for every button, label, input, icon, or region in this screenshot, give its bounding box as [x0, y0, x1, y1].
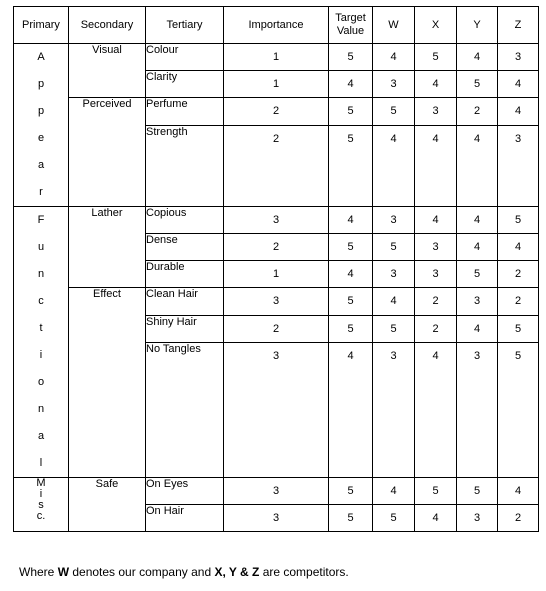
target-cell: 5 [329, 98, 373, 126]
primary-letter: l [39, 457, 43, 469]
tertiary-cell: On Eyes [146, 478, 224, 505]
primary-letter: s [38, 499, 44, 511]
w-cell: 4 [373, 478, 415, 505]
x-cell: 5 [415, 44, 457, 71]
tertiary-cell: Strength [146, 125, 224, 207]
table-row [14, 288, 539, 316]
primary-letter: o [37, 376, 45, 388]
importance-cell: 3 [224, 505, 329, 532]
primary-misc [14, 478, 69, 532]
target-cell: 5 [329, 315, 373, 342]
primary-letter: i [39, 488, 43, 500]
x-cell: 4 [415, 342, 457, 478]
header-target-value [329, 7, 373, 44]
secondary-safe: Safe [69, 478, 146, 532]
header-secondary: Secondary [69, 7, 146, 44]
tertiary-cell: On Hair [146, 505, 224, 532]
y-cell: 3 [457, 288, 498, 316]
w-cell: 4 [373, 288, 415, 316]
x-cell: 2 [415, 288, 457, 316]
target-cell: 5 [329, 288, 373, 316]
table-row [14, 44, 539, 71]
primary-letter: p [37, 105, 45, 117]
header-w: W [373, 7, 415, 44]
header-target-line2: Value [336, 25, 365, 37]
primary-letter: p [37, 78, 45, 90]
table-row [14, 98, 539, 126]
w-cell: 3 [373, 342, 415, 478]
importance-cell: 3 [224, 288, 329, 316]
w-cell: 3 [373, 207, 415, 234]
primary-letter: n [37, 268, 45, 280]
primary-letter: i [39, 349, 43, 361]
x-cell: 4 [415, 125, 457, 207]
target-cell: 5 [329, 44, 373, 71]
target-cell: 5 [329, 505, 373, 532]
w-cell: 5 [373, 234, 415, 261]
tertiary-cell: No Tangles [146, 342, 224, 478]
x-cell: 3 [415, 261, 457, 288]
importance-cell: 1 [224, 261, 329, 288]
primary-letter: e [37, 132, 45, 144]
primary-letter: u [37, 241, 45, 253]
z-cell: 3 [498, 44, 539, 71]
z-cell: 2 [498, 288, 539, 316]
primary-letter: M [36, 477, 46, 489]
y-cell: 3 [457, 342, 498, 478]
w-cell: 4 [373, 125, 415, 207]
y-cell: 4 [457, 207, 498, 234]
footnote-w: W [57, 565, 70, 579]
tertiary-cell: Dense [146, 234, 224, 261]
footnote-part3: are competitors. [259, 565, 349, 579]
tertiary-cell: Copious [146, 207, 224, 234]
tertiary-cell: Shiny Hair [146, 315, 224, 342]
footnote-part1: Where [19, 565, 58, 579]
primary-letter: r [39, 186, 43, 198]
x-cell: 4 [415, 207, 457, 234]
x-cell: 4 [415, 505, 457, 532]
primary-letter: F [37, 214, 45, 226]
primary-letter: c [38, 295, 44, 307]
w-cell: 5 [373, 98, 415, 126]
w-cell: 5 [373, 315, 415, 342]
header-tertiary: Tertiary [146, 7, 224, 44]
header-importance: Importance [224, 7, 329, 44]
y-cell: 5 [457, 478, 498, 505]
primary-appear [14, 44, 69, 207]
target-cell: 4 [329, 207, 373, 234]
z-cell: 2 [498, 505, 539, 532]
importance-cell: 3 [224, 207, 329, 234]
target-cell: 5 [329, 478, 373, 505]
target-cell: 4 [329, 71, 373, 98]
w-cell: 4 [373, 44, 415, 71]
qfd-table [13, 6, 539, 532]
tertiary-cell: Clean Hair [146, 288, 224, 316]
importance-cell: 1 [224, 44, 329, 71]
z-cell: 4 [498, 478, 539, 505]
z-cell: 4 [498, 71, 539, 98]
target-cell: 4 [329, 342, 373, 478]
table-row [14, 478, 539, 505]
header-primary: Primary [14, 7, 69, 44]
y-cell: 5 [457, 71, 498, 98]
importance-cell: 3 [224, 478, 329, 505]
header-x: X [415, 7, 457, 44]
z-cell: 5 [498, 315, 539, 342]
footnote-xyz: X, Y & Z [214, 565, 260, 579]
primary-letter: A [37, 51, 45, 63]
tertiary-cell: Durable [146, 261, 224, 288]
secondary-lather: Lather [69, 207, 146, 288]
y-cell: 3 [457, 505, 498, 532]
secondary-visual: Visual [69, 44, 146, 98]
importance-cell: 1 [224, 71, 329, 98]
header-y: Y [457, 7, 498, 44]
secondary-effect: Effect [69, 288, 146, 478]
header-z: Z [498, 7, 539, 44]
y-cell: 4 [457, 315, 498, 342]
z-cell: 4 [498, 98, 539, 126]
footnote-part2: denotes our company and [69, 565, 215, 579]
x-cell: 3 [415, 98, 457, 126]
x-cell: 3 [415, 234, 457, 261]
x-cell: 2 [415, 315, 457, 342]
primary-letter: t [39, 322, 43, 334]
y-cell: 4 [457, 234, 498, 261]
secondary-perceived: Perceived [69, 98, 146, 207]
tertiary-cell: Clarity [146, 71, 224, 98]
z-cell: 5 [498, 207, 539, 234]
z-cell: 2 [498, 261, 539, 288]
importance-cell: 2 [224, 125, 329, 207]
importance-cell: 3 [224, 342, 329, 478]
target-cell: 5 [329, 234, 373, 261]
w-cell: 5 [373, 505, 415, 532]
x-cell: 4 [415, 71, 457, 98]
w-cell: 3 [373, 71, 415, 98]
x-cell: 5 [415, 478, 457, 505]
primary-letter: a [37, 159, 45, 171]
table-row [14, 207, 539, 234]
y-cell: 4 [457, 44, 498, 71]
primary-functional [14, 207, 69, 478]
importance-cell: 2 [224, 234, 329, 261]
primary-letter: c. [36, 510, 46, 522]
y-cell: 2 [457, 98, 498, 126]
z-cell: 3 [498, 125, 539, 207]
footnote [19, 565, 349, 579]
importance-cell: 2 [224, 315, 329, 342]
primary-letter: a [37, 430, 45, 442]
y-cell: 5 [457, 261, 498, 288]
target-cell: 5 [329, 125, 373, 207]
z-cell: 5 [498, 342, 539, 478]
y-cell: 4 [457, 125, 498, 207]
tertiary-cell: Colour [146, 44, 224, 71]
w-cell: 3 [373, 261, 415, 288]
header-target-line1: Target [335, 12, 366, 24]
importance-cell: 2 [224, 98, 329, 126]
z-cell: 4 [498, 234, 539, 261]
primary-letter: n [37, 403, 45, 415]
tertiary-cell: Perfume [146, 98, 224, 126]
header-row [14, 7, 539, 44]
target-cell: 4 [329, 261, 373, 288]
